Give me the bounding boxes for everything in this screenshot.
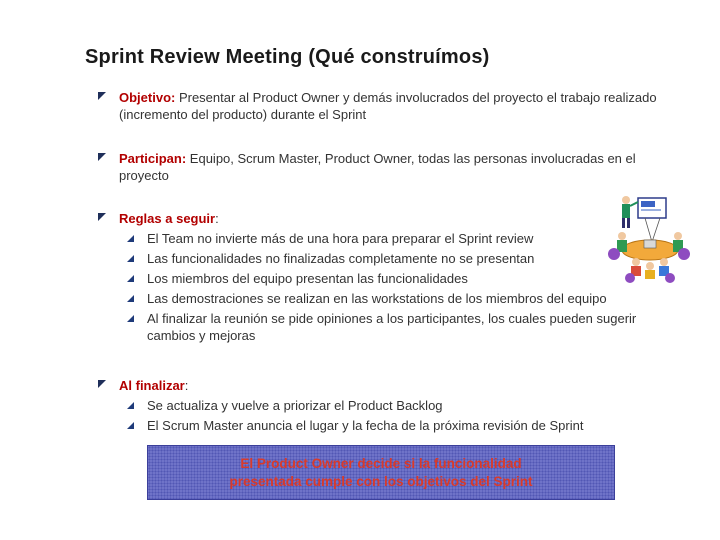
list-item: Las demostraciones se realizan en las workstations de los miembros del equipo xyxy=(127,290,678,307)
section-text: : xyxy=(184,378,189,393)
sub-bullet-icon xyxy=(127,235,134,242)
section-heading: Objetivo: xyxy=(119,90,176,105)
callout-line: El Product Owner decide si la funcionalidad xyxy=(240,455,522,471)
section-objetivo xyxy=(98,89,678,123)
section-heading: Reglas a seguir xyxy=(119,211,216,226)
sub-bullet-icon xyxy=(127,295,134,302)
sub-bullet-icon xyxy=(127,315,134,322)
section-heading: Al finalizar xyxy=(119,378,185,393)
section-participan xyxy=(98,150,678,184)
sub-bullet-icon xyxy=(127,402,134,409)
section-heading: Participan: xyxy=(119,151,187,166)
list-item: El Team no invierte más de una hora para preparar el Sprint review xyxy=(127,230,562,247)
list-item: El Scrum Master anuncia el lugar y la fecha de la próxima revisión de Sprint xyxy=(127,417,678,434)
section-text: Presentar al Product Owner y demás involucrados del proyecto el trabajo realizado (incremento del producto) durante el Sprint xyxy=(119,90,657,122)
bullet-icon xyxy=(98,213,106,221)
sub-bullet-icon xyxy=(127,255,134,262)
callout-line: presentada cumple con los objetivos del Sprint xyxy=(229,473,533,489)
sub-bullet-icon xyxy=(127,422,134,429)
bullet-icon xyxy=(98,380,106,388)
bullet-icon xyxy=(98,153,106,161)
section-al-finalizar xyxy=(98,377,678,434)
sub-bullet-icon xyxy=(127,275,134,282)
list-item: Los miembros del equipo presentan las funcionalidades xyxy=(127,270,678,287)
bullet-icon xyxy=(98,92,106,100)
list-item: Se actualiza y vuelve a priorizar el Product Backlog xyxy=(127,397,678,414)
list-item: Al finalizar la reunión se pide opiniones a los participantes, los cuales pueden sugerir cambios y mejoras xyxy=(127,310,678,344)
section-text: Equipo, Scrum Master, Product Owner, todas las personas involucradas en el proyecto xyxy=(119,151,636,183)
section-text: : xyxy=(215,211,219,226)
section-reglas xyxy=(98,210,678,344)
callout-box xyxy=(147,445,615,500)
page-title: Sprint Review Meeting (Qué construímos) xyxy=(85,46,490,68)
meeting-presentation-clipart-icon xyxy=(600,192,692,284)
list-item: Las funcionalidades no finalizadas completamente no se presentan xyxy=(127,250,562,267)
